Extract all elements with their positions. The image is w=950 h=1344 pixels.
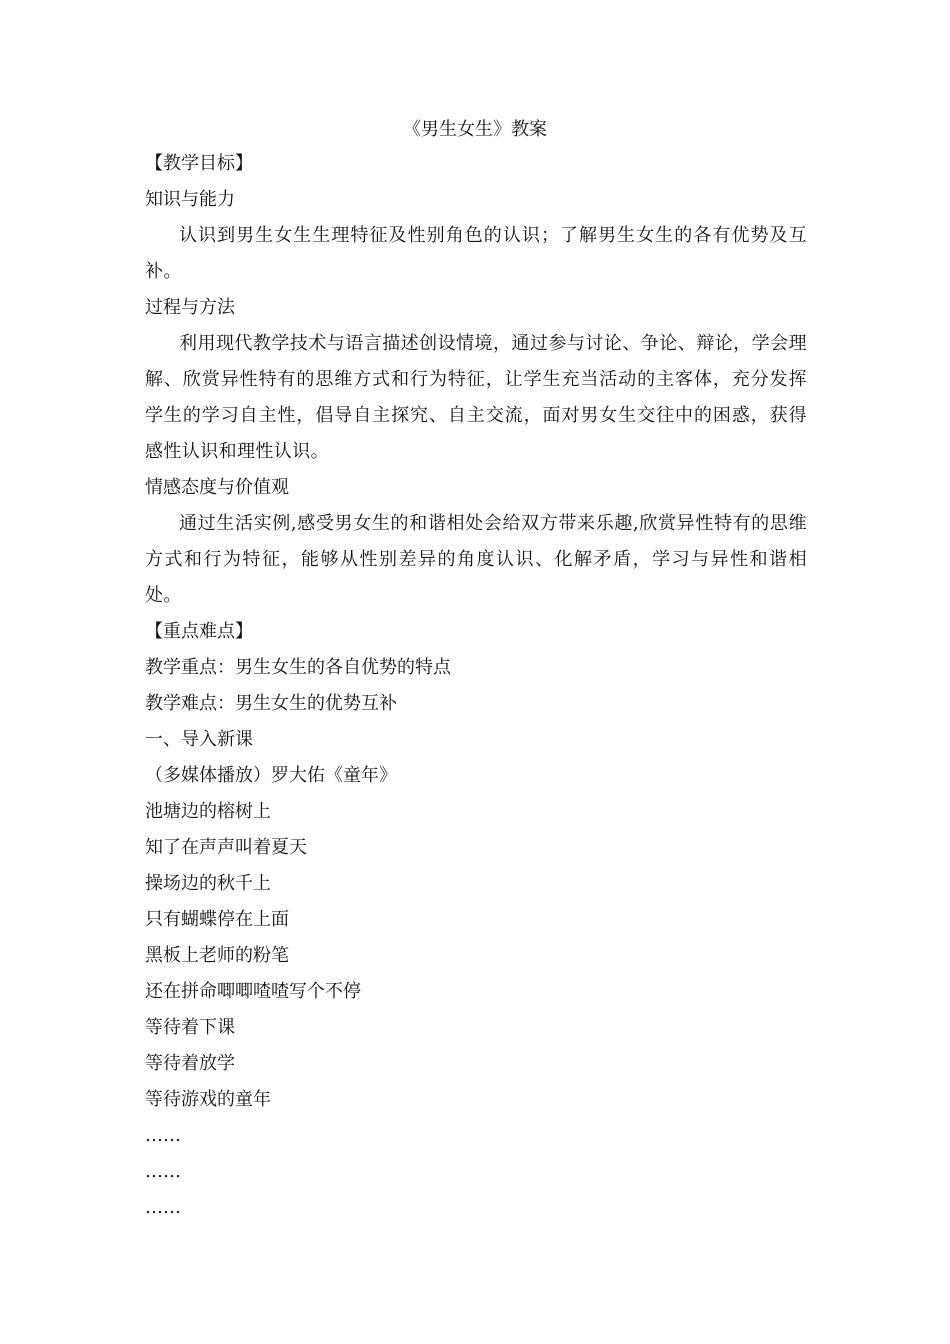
subheading-process: 过程与方法 (145, 297, 235, 318)
lyric-line: 操场边的秋千上 (145, 873, 271, 894)
subheading-emotion: 情感态度与价值观 (145, 477, 289, 498)
ellipsis-line: …… (145, 1125, 181, 1146)
lyric-line: （多媒体播放）罗大佑《童年》 (145, 765, 397, 786)
section-heading-intro: 一、导入新课 (145, 729, 253, 750)
document-body (145, 146, 807, 1226)
lyric-line: 等待着下课 (145, 1017, 235, 1038)
paragraph-emotion: 通过生活实例,感受男女生的和谐相处会给双方带来乐趣,欣赏异性特有的思维方式和行为特征，能够从性别差异的角度认识、化解矛盾，学习与异性和谐相处。 (145, 513, 807, 606)
ellipsis-line: …… (145, 1161, 181, 1182)
ellipsis-line: …… (145, 1197, 181, 1218)
subheading-knowledge: 知识与能力 (145, 189, 235, 210)
section-heading-key-points: 【重点难点】 (145, 621, 253, 642)
lyric-line: 只有蝴蝶停在上面 (145, 909, 289, 930)
lyric-line: 黑板上老师的粉笔 (145, 945, 289, 966)
lyric-line: 等待游戏的童年 (145, 1089, 271, 1110)
lyric-line: 池塘边的榕树上 (145, 801, 271, 822)
paragraph-knowledge: 认识到男生女生生理特征及性别角色的认识；了解男生女生的各有优势及互补。 (145, 225, 807, 282)
section-heading-objectives: 【教学目标】 (145, 153, 253, 174)
paragraph-process: 利用现代教学技术与语言描述创设情境，通过参与讨论、争论、辩论，学会理解、欣赏异性特有的思维方式和行为特征，让学生充当活动的主客体，充分发挥学生的学习自主性，倡导自主探究、自主交流，面对男女生交往中的困惑，获得感性认识和理性认识。 (145, 333, 807, 462)
document-title: 《男生女生》教案 (403, 119, 547, 140)
difficult-point-line: 教学难点：男生女生的优势互补 (145, 693, 397, 714)
key-point-line: 教学重点：男生女生的各自优势的特点 (145, 657, 451, 678)
lyric-line: 等待着放学 (145, 1053, 235, 1074)
lyric-line: 知了在声声叫着夏天 (145, 837, 307, 858)
lyric-line: 还在拼命唧唧喳喳写个不停 (145, 981, 361, 1002)
